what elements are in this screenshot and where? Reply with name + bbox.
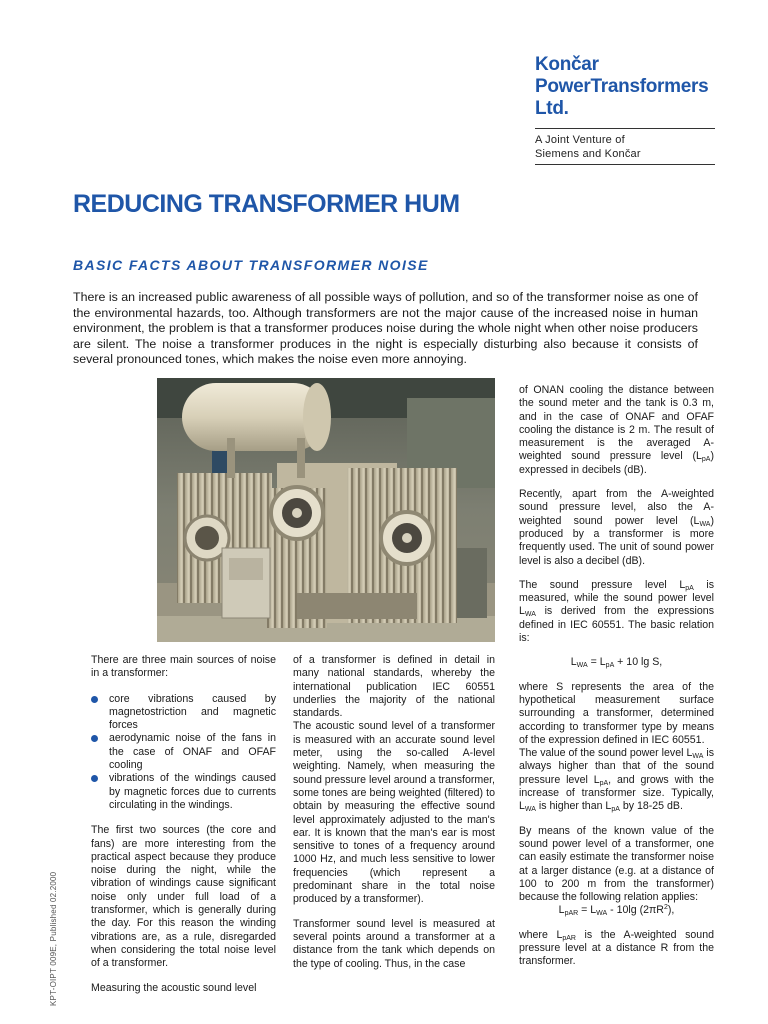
page-title: REDUCING TRANSFORMER HUM: [73, 190, 460, 218]
noise-sources-list: [91, 693, 276, 813]
company-name-line1: Končar: [535, 54, 599, 75]
list-item: core vibrations caused by magnetostriction and magnetic forces: [91, 693, 276, 733]
publication-code: KPT-OIPT 009E, Published 02.2000: [49, 871, 58, 1006]
section-subtitle: BASIC FACTS ABOUT TRANSFORMER NOISE: [73, 257, 429, 273]
joint-venture-line2: Siemens and Končar: [535, 148, 641, 160]
paragraph: Recently, apart from the A-weighted sound pressure level, also the A-weighted sound power level $(L_{WA})$ produced by a transformer is more frequently used. The unit of sound power level is also a decibel (dB).: [519, 488, 714, 567]
divider: [535, 164, 715, 165]
paragraph: where $L_{pAR}$ is the A-weighted sound pressure level at a distance R from the transformer.: [519, 928, 714, 968]
paragraph: The sound pressure level $L_{pA}$ is measured, while the sound power level $L_{WA}$ is derived from the expressions defined in IEC 60551. The basic relation is:: [519, 578, 714, 645]
company-name-line2: PowerTransformers: [535, 76, 709, 97]
paragraph: where S represents the area of the hypothetical measurement surface surrounding a transformer, determined according to transformer type by means of the expression defined in IEC 60551.: [519, 680, 714, 746]
list-item: vibrations of the windings caused by magnetic forces due to currents circulating in the windings.: [91, 772, 276, 812]
column-2: [293, 654, 495, 982]
formula-distance: $L_{pAR} = L_{WA} - 10\lg$ $(2\pi R^2)$,: [558, 904, 675, 918]
paragraph: The acoustic sound level of a transformer is measured with an accurate sound level meter, using the so-called A-level weighting. Namely, when measuring the sound pressure level around a transformer, some tones are being weighted (filtered) to obtain by measuring the effective sound level approximately adjusted to the man's ear. It is known that the man's ear is most sensitive to tones of a frequency around 1000 Hz, and much less sensitive to lower frequencies (which represent a predominant share in the total noise produced by a transformer).: [293, 720, 495, 906]
joint-venture-line1: A Joint Venture of: [535, 134, 625, 146]
joint-venture-note: [535, 129, 715, 164]
intro-paragraph: There is an increased public awareness of all possible ways of pollution, and so of the transformer noise as one of the environmental hazards, too. Although transformers are not the major cause of the increased noise in human environment, the problem is that a transformer produces noise during the whole night when other noise producers are silent. The noise a transformer produces in the night is especially disturbing also because it consists of several pronounced tones, which makes the noise even more annoying.: [73, 290, 698, 367]
paragraph: There are three main sources of noise in a transformer:: [91, 654, 276, 680]
column-3: [519, 384, 714, 980]
company-logo: [535, 54, 715, 165]
transformer-photo-illustration: [157, 378, 495, 642]
paragraph: The first two sources (the core and fans) are more interesting from the practical aspect because they produce noise during the night, while the vibration of windings cause significant noise only under full load of a transformer, which is generally during the day. For this reason the winding vibrations are, as a rule, disregarded when considering the total noise level of a transformer.: [91, 824, 276, 970]
paragraph: of a transformer is defined in detail in many national standards, whereby the international publication IEC 60551 underlies the majority of the national standards.: [293, 654, 495, 720]
paragraph: By means of the known value of the sound power level of a transformer, one can easily estimate the transformer noise at a larger distance (e.g. at a distance of 100 to 200 m from the transformer) because the following relation applies:: [519, 824, 714, 904]
paragraph: The value of the sound power level $L_{WA}$ is always higher than that of the sound pressure level $L_{pA}$, and grows with the increase of transformer size. Typically, $L_{WA}$ is higher than $L_{pA}$ by 18-25 dB.: [519, 747, 714, 814]
list-item: aerodynamic noise of the fans in the case of ONAF and OFAF cooling: [91, 732, 276, 772]
company-name-line3: Ltd.: [535, 98, 569, 119]
column-1: [91, 654, 276, 1006]
paragraph: of ONAN cooling the distance between the sound meter and the tank is 0.3 m, and in the case of ONAF and OFAF cooling the distance is 2 m. The result of measurement is the averaged A-weighted sound pressure level $(L_{pA})$ expressed in decibels (dB).: [519, 384, 714, 476]
transformer-photo: [157, 378, 495, 642]
paragraph: Measuring the acoustic sound level: [91, 981, 257, 994]
formula-sound-power: $L_{WA} = L_{pA} + 10$ lg S,: [570, 656, 663, 670]
paragraph: Transformer sound level is measured at several points around a transformer at a distance from the tank which depends on the type of cooling. Thus, in the case: [293, 917, 495, 970]
